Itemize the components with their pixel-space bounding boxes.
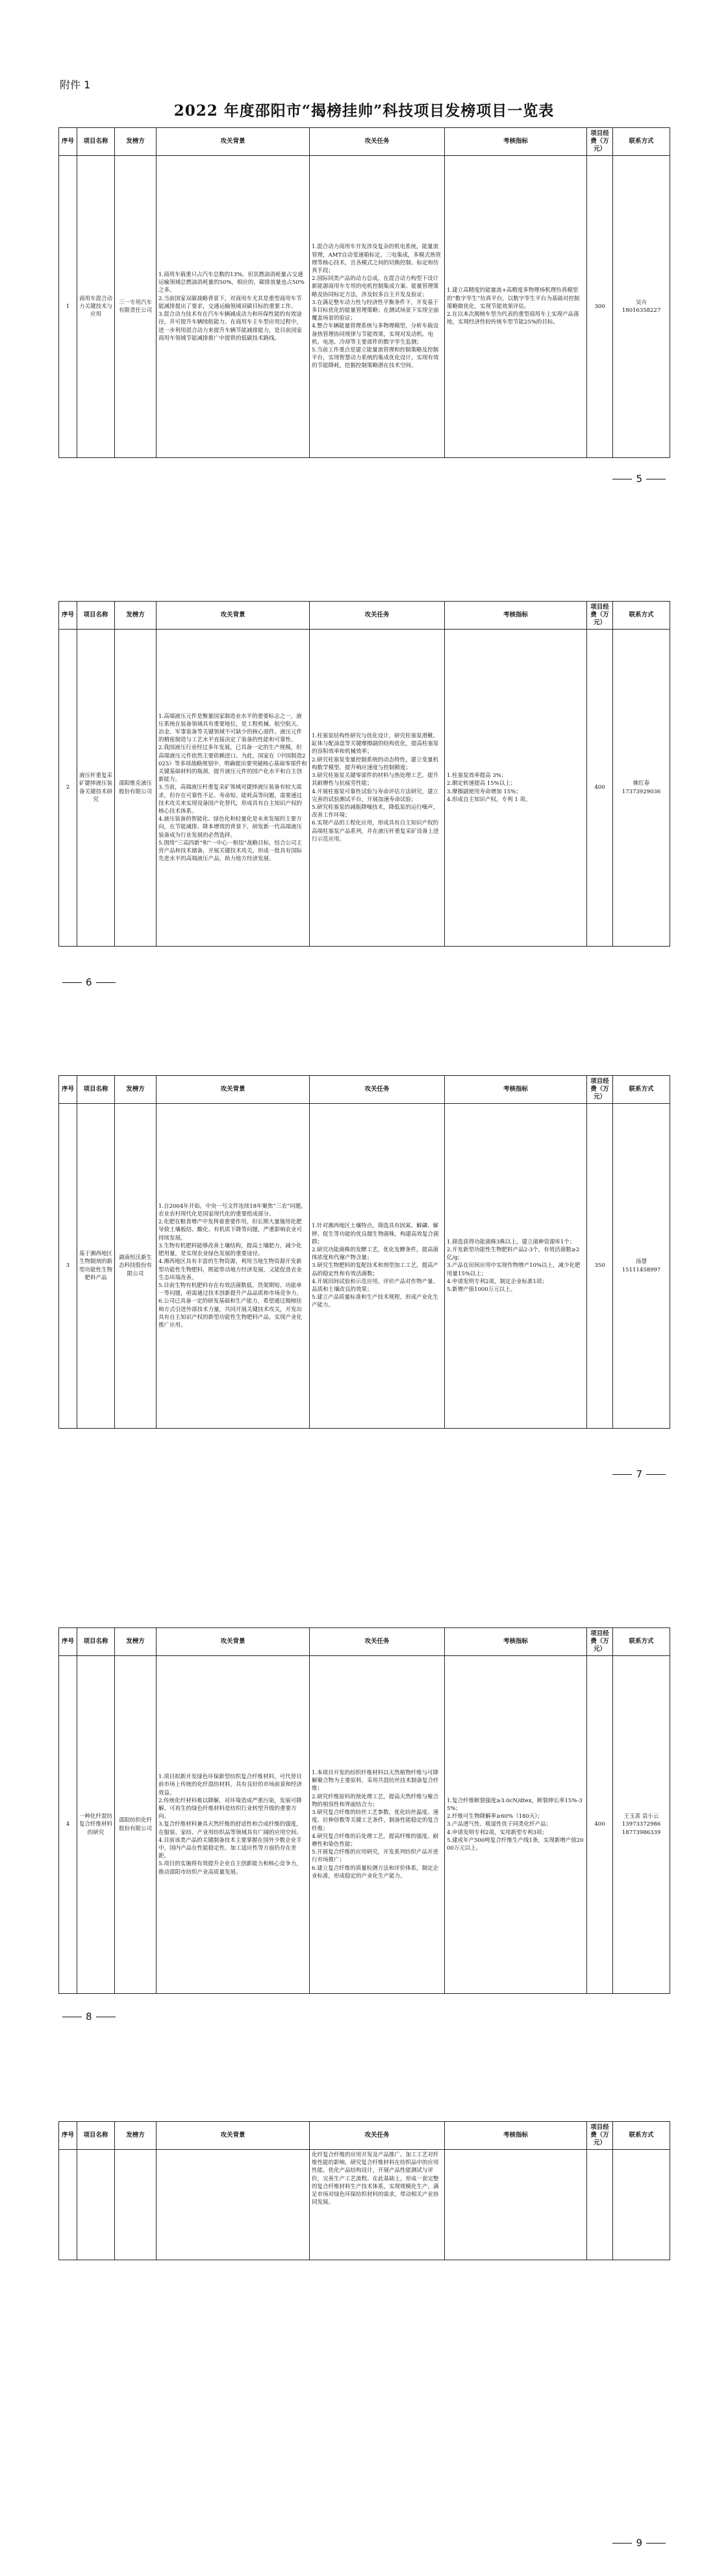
project-table-2 bbox=[58, 601, 670, 947]
header-task: 攻关任务 bbox=[310, 2122, 445, 2150]
header-background: 攻关背景 bbox=[157, 1076, 310, 1104]
page-number-5: 5 bbox=[609, 473, 670, 485]
project-table-continuation bbox=[58, 2121, 670, 2260]
cell-no: 4 bbox=[59, 1656, 77, 1994]
cell-task: 1.本项目开发的纺织纤维材料以天然植物纤维与可降解聚合物为主要原料，采用共混纺丝技术制备复合纤维； 2.研究纤维原料的预处理工艺，提高天然纤维与聚合物的相容性和界面结合力； 3.研究复合纤维的纺丝工艺参数，优化纺丝温度、速度、拉伸倍数等关键工艺条件，制备性能稳定的复合纤维； 4.研究复合纤维的后处理工艺，提高纤维的强度、耐磨性和染色性能； 5.开展复合纤维的应用研究，开发系列纺织产品并进行市场推广； 6.建立复合纤维的质量检测方法和评价体系，制定企业标准，形成稳定的产业化生产能力。 bbox=[310, 1656, 445, 1994]
table-header-row bbox=[59, 2122, 670, 2150]
header-publisher: 发榜方 bbox=[115, 128, 157, 156]
header-publisher: 发榜方 bbox=[115, 1628, 157, 1656]
table-row bbox=[59, 630, 670, 947]
cell-contact bbox=[613, 630, 670, 947]
header-no: 序号 bbox=[59, 2122, 77, 2150]
cell-publisher: 湖南恒沃新生态科技股份有限公司 bbox=[115, 1104, 157, 1429]
header-funding: 项目经费（万元） bbox=[587, 602, 613, 630]
table-header-row bbox=[59, 1076, 670, 1104]
cell-target: 1.柱塞泵效率提高 3%； 2.额定转速提高 15%以上； 3.摩擦副使用寿命增加 15%； 4.形成自主知识产权，专利 1 项。 bbox=[445, 630, 587, 947]
cell-name bbox=[77, 2150, 115, 2260]
contact-name: 王玉喜 袁小云 bbox=[623, 1813, 659, 1820]
cell-funding: 350 bbox=[587, 1104, 613, 1429]
cell-background bbox=[157, 2150, 310, 2260]
header-target: 考核指标 bbox=[445, 128, 587, 156]
table-header-row bbox=[59, 602, 670, 630]
header-background: 攻关背景 bbox=[157, 602, 310, 630]
table-row bbox=[59, 2150, 670, 2260]
header-contact: 联系方式 bbox=[613, 128, 670, 156]
cell-background: 1.商用车载重只占汽车总数的13%，但其燃油消耗量占交通运输领域总燃油消耗量的50%，相应的，碳排放量也占50%之多。 2.当前国家双碳战略背景下，对商用车尤其是重型商用车节能减排提出了要求，交通运输领域双碳目标的重要工作。 3.混合动力技术有在汽车车辆减成动力和环保性能的有效途径，并可提升车辆续航能力。在商用车主车型应用过程中，进一步利用混合动力来提升车辆节能减排能力，是目前国家商用车领域节能减排推广中提供的低碳技术路线。 bbox=[157, 156, 310, 458]
cell-name: 商用车混合动力关键技术与应用 bbox=[77, 156, 115, 458]
header-task: 攻关任务 bbox=[310, 1076, 445, 1104]
cell-contact bbox=[613, 156, 670, 458]
header-no: 序号 bbox=[59, 1076, 77, 1104]
header-publisher: 发榜方 bbox=[115, 1076, 157, 1104]
page-number-9: 9 bbox=[609, 2537, 670, 2549]
document-title: 2022 年度邵阳市“揭榜挂帅”科技项目发榜项目一览表 bbox=[173, 102, 555, 120]
cell-target: 1.复合纤维断裂强度≥3.0cN/dtex，断裂伸长率15%-35%； 2.纤维可生物降解率≥60%（180天）； 3.产品透气性、吸湿性优于同类化纤产品； 4.申请发明专利2项，实用新型专利3项； 5.建成年产500吨复合纤维生产线1条，实现新增产值2000万元以上。 bbox=[445, 1656, 587, 1994]
page-number-7: 7 bbox=[609, 1468, 670, 1480]
header-target: 考核指标 bbox=[445, 2122, 587, 2150]
header-target: 考核指标 bbox=[445, 1076, 587, 1104]
contact-name: 姚红春 bbox=[633, 780, 650, 787]
cell-target: 1.筛选获得功能菌株3株以上，建立菌种资源库1个； 2.开发新型功能性生物肥料产品2-3个，有效活菌数≥2亿/g； 3.产品在田间应用中实现作物增产10%以上，减少化肥用量15%以上； 4.申请发明专利2项，制定企业标准1项； 5.新增产值1000万元以上。 bbox=[445, 1104, 587, 1429]
cell-contact bbox=[613, 2150, 670, 2260]
cell-funding: 400 bbox=[587, 630, 613, 947]
header-background: 攻关背景 bbox=[157, 1628, 310, 1656]
header-funding: 项目经费（万元） bbox=[587, 1628, 613, 1656]
header-name: 项目名称 bbox=[77, 128, 115, 156]
header-background: 攻关背景 bbox=[157, 2122, 310, 2150]
cell-background: 1.高端液压元件是衡量国家制造业水平的重要标志之一，液压系统在装备领域具有重要地位，是工程机械、航空航天、冶金、军事装备等关键领域不可缺少的核心部件。液压元件的精密制造与工艺水平直接决定了装备的性能和可靠性。 2.我国液压行业经过多年发展，已具备一定的生产规模，但高端液压元件依然主要依赖进口。为此，国家在《中国制造2025》等多项战略规划中，明确提出要突破核心基础零部件和关键基础材料的瓶颈，提升液压元件的国产化水平和自主创新能力。 3.当前，高端液压杆重复采矿领域对捷摔液压装备有较大需求，但存在可靠性不足、寿命短、能耗高等问题，需要通过技术攻关来实现设备国产化替代，形成具有自主知识产权的核心技术体系。 4.液压装备的智能化、绿色化和轻量化是未来发展的主要方向，在节能减排、降本增效的背景下，研发新一代高端液压装备成为行业发展的必然选择。 5.围绕“三高四新”和“一中心一枢纽”战略目标，结合公司主营产品和技术储备，开展关键技术攻关，形成一批具有国际先进水平的高端液压产品，助力地方经济发展。 bbox=[157, 630, 310, 947]
table-header-row bbox=[59, 1628, 670, 1656]
cell-no: 3 bbox=[59, 1104, 77, 1429]
header-contact: 联系方式 bbox=[613, 2122, 670, 2150]
header-funding: 项目经费（万元） bbox=[587, 2122, 613, 2150]
header-contact: 联系方式 bbox=[613, 1076, 670, 1104]
header-contact: 联系方式 bbox=[613, 602, 670, 630]
cell-publisher: 邵阳纺织化纤股份有限公司 bbox=[115, 1656, 157, 1994]
page-number-6: 6 bbox=[58, 976, 119, 988]
header-no: 序号 bbox=[59, 602, 77, 630]
contact-phone: 17373929036 bbox=[621, 788, 661, 795]
cell-funding bbox=[587, 2150, 613, 2260]
header-name: 项目名称 bbox=[77, 2122, 115, 2150]
header-funding: 项目经费（万元） bbox=[587, 128, 613, 156]
header-task: 攻关任务 bbox=[310, 1628, 445, 1656]
contact-phone: 18016358227 bbox=[621, 307, 661, 314]
header-no: 序号 bbox=[59, 1628, 77, 1656]
cell-publisher: 三一专用汽车有限责任公司 bbox=[115, 156, 157, 458]
contact-phone: 13973372986 18773986339 bbox=[621, 1821, 661, 1836]
page-number-8: 8 bbox=[58, 2011, 119, 2022]
cell-background: 1.自2004年开始，中央一号文件连续18年聚焦“三农”问题，农业农村现代化是国家现代化的重要组成部分。 2.化肥在粮食增产中发挥着重要作用，但长期大量施用化肥导致土壤板结、酸化、有机质下降等问题，严重影响农业可持续发展。 3.生物有机肥料能够改善土壤结构，提高土壤肥力，减少化肥用量，是实现农业绿色发展的重要途径。 4.湘西地区具有丰富的生物资源，利用当地生物资源开发新型功能性生物肥料，既能带动地方经济发展，又能促进农业生态环境改善。 5.目前生物有机肥料存在有效活菌数低、货架期短、功能单一等问题，亟需通过技术创新提升产品品质和市场竞争力。 6.公司已具备一定的研发基础和生产能力，希望通过揭榜挂帅方式引进外部技术力量，共同开展关键技术攻关，开发出具有自主知识产权的新型功能性生物肥料产品，实现产业化推广应用。 bbox=[157, 1104, 310, 1429]
header-funding: 项目经费（万元） bbox=[587, 1076, 613, 1104]
cell-name: 一种化纤混纺复合纤维材料的研究 bbox=[77, 1656, 115, 1994]
header-task: 攻关任务 bbox=[310, 128, 445, 156]
header-publisher: 发榜方 bbox=[115, 602, 157, 630]
header-background: 攻关背景 bbox=[157, 128, 310, 156]
attachment-label: 附件 1 bbox=[60, 79, 91, 91]
cell-funding: 400 bbox=[587, 1656, 613, 1994]
cell-target bbox=[445, 2150, 587, 2260]
contact-name: 汤慧 bbox=[635, 1258, 647, 1266]
header-target: 考核指标 bbox=[445, 1628, 587, 1656]
cell-task: 1.混合动力商用车开发涉及复杂的机电系统，能量流管理，AMT自动变速箱标定，三电集成，多模式热管理等核心技术，且各模式之间的切换控制、标定和仿真手段； 2.国际同类产品的动力总成，在混合动力构型下设计新能源商用车专用的电机控制集成方案、能量管理策略及协同标定方法，涉及较多自主开发及验证； 3.在满足整车动力性与经济性平衡条件下，开发基于多目标优化的能量管理策略；在测试场景下实现全面覆盖场景的验证； 4.整合车辆能量管理系统与多物理模型，分析车载设备热管理协同规律与节能效果，实现对发动机、电机、电池、冷却等主要部件的数字孪生监测； 5.当前工作重点是建立能量流管理和控制策略及控制平台，实现智慧动力系统的集成优化设计，实现有效的节能降耗，挖掘控制策略潜在技术空间。 bbox=[310, 156, 445, 458]
project-table-3 bbox=[58, 1075, 670, 1429]
project-table-1 bbox=[58, 127, 670, 458]
table-header-row bbox=[59, 128, 670, 156]
header-contact: 联系方式 bbox=[613, 1628, 670, 1656]
table-row bbox=[59, 156, 670, 458]
header-name: 项目名称 bbox=[77, 1076, 115, 1104]
cell-funding: 300 bbox=[587, 156, 613, 458]
header-task: 攻关任务 bbox=[310, 602, 445, 630]
header-name: 项目名称 bbox=[77, 1628, 115, 1656]
cell-no: 1 bbox=[59, 156, 77, 458]
header-target: 考核指标 bbox=[445, 602, 587, 630]
cell-contact bbox=[613, 1104, 670, 1429]
cell-no: 2 bbox=[59, 630, 77, 947]
header-no: 序号 bbox=[59, 128, 77, 156]
cell-task: 化纤复合纤维的应用开发及产品推广。加工工艺对纤维性能的影响，研究复合纤维材料在纺织品中的应用性能，优化产品结构设计，开展产品性能测试与评价，完善生产工艺流程。在此基础上，形成一套完整的复合纤维材料生产技术体系，实现规模化生产，满足市场对绿色环保纺织材料的需求，带动相关产业协同发展。 bbox=[310, 2150, 445, 2260]
cell-background: 1.项目拟新开发绿色环保新型纺织复合纤维材料，可代替目前市场上传统的化纤混纺材料，具有良好的市场前景和经济效益。 2.传统化纤材料难以降解，对环境造成严重污染，发展可降解、可再生的绿色纤维材料是纺织行业转型升级的重要方向。 3.复合纤维材料兼具天然纤维的舒适性和合成纤维的强度，在服装、家纺、产业用纺织品等领域具有广阔的应用空间。 4.目前该类产品的关键制备技术主要掌握在国外少数企业手中，国内产品在性能稳定性、加工适应性等方面仍存在差距。 5.项目的实施将有效提升企业自主创新能力和核心竞争力，推动邵阳市纺织产业高质量发展。 bbox=[157, 1656, 310, 1994]
cell-task: 1.针对湘西地区土壤特点，筛选具有固氮、解磷、解钾、促生等功能的优良微生物菌株，构建高效复合菌群； 2.研究功能菌株的发酵工艺，优化发酵条件，提高菌体浓度和代谢产物含量； 3.研究生物肥料的复配技术和剂型加工工艺，提高产品的稳定性和有效活菌数； 4.开展田间试验和示范应用，评价产品对作物产量、品质和土壤改良的效果； 5.建立产品质量标准和生产技术规程，形成产业化生产能力。 bbox=[310, 1104, 445, 1429]
project-table-4 bbox=[58, 1627, 670, 1994]
cell-name: 液压杆重复采矿捷摔液压装备关键技术研究 bbox=[77, 630, 115, 947]
cell-publisher bbox=[115, 2150, 157, 2260]
header-publisher: 发榜方 bbox=[115, 2122, 157, 2150]
cell-target: 1.建立高精度的能量流+高精度多物理场机理仿真模型的“数字孪生”仿真平台，以数字孪生平台为基础对控制策略做优化，实现节能效果评估。 2.在以本次揭榜车型为代表的重型商用车上实现产品落地，实现经济性较传统车型节能25%的目标。 bbox=[445, 156, 587, 458]
contact-name: 吴卉 bbox=[635, 299, 647, 306]
cell-name: 基于湘西地区生物制剂的新型功能性生物肥料产品 bbox=[77, 1104, 115, 1429]
cell-publisher: 邵阳维克液压股份有限公司 bbox=[115, 630, 157, 947]
table-row bbox=[59, 1104, 670, 1429]
cell-no bbox=[59, 2150, 77, 2260]
cell-contact bbox=[613, 1656, 670, 1994]
table-row bbox=[59, 1656, 670, 1994]
cell-task: 1.柱塞泵结构性研究与优化设计，研究柱塞泵滑靴、缸体与配油盘等关键摩擦副的结构优化，提高柱塞泵的容积效率和机械效率； 2.研究柱塞泵变量控制系统的动态特性，建立变量机构数学模型，提升响应速度与控制精度； 3.研究柱塞泵关键零部件的材料与热处理工艺，提升其耐磨性与抗疲劳性能； 4.开展柱塞泵可靠性试验与寿命评估方法研究，建立完善的试验测试平台，开展加速寿命试验； 5.研究柱塞泵的减振降噪技术，降低泵的运行噪声，改善工作环境； 6.实现产品的工程化应用，形成具有自主知识产权的高端柱塞泵产品系列，并在液压杆重复采矿设备上进行示范应用。 bbox=[310, 630, 445, 947]
contact-phone: 15111458997 bbox=[621, 1266, 661, 1273]
header-name: 项目名称 bbox=[77, 602, 115, 630]
